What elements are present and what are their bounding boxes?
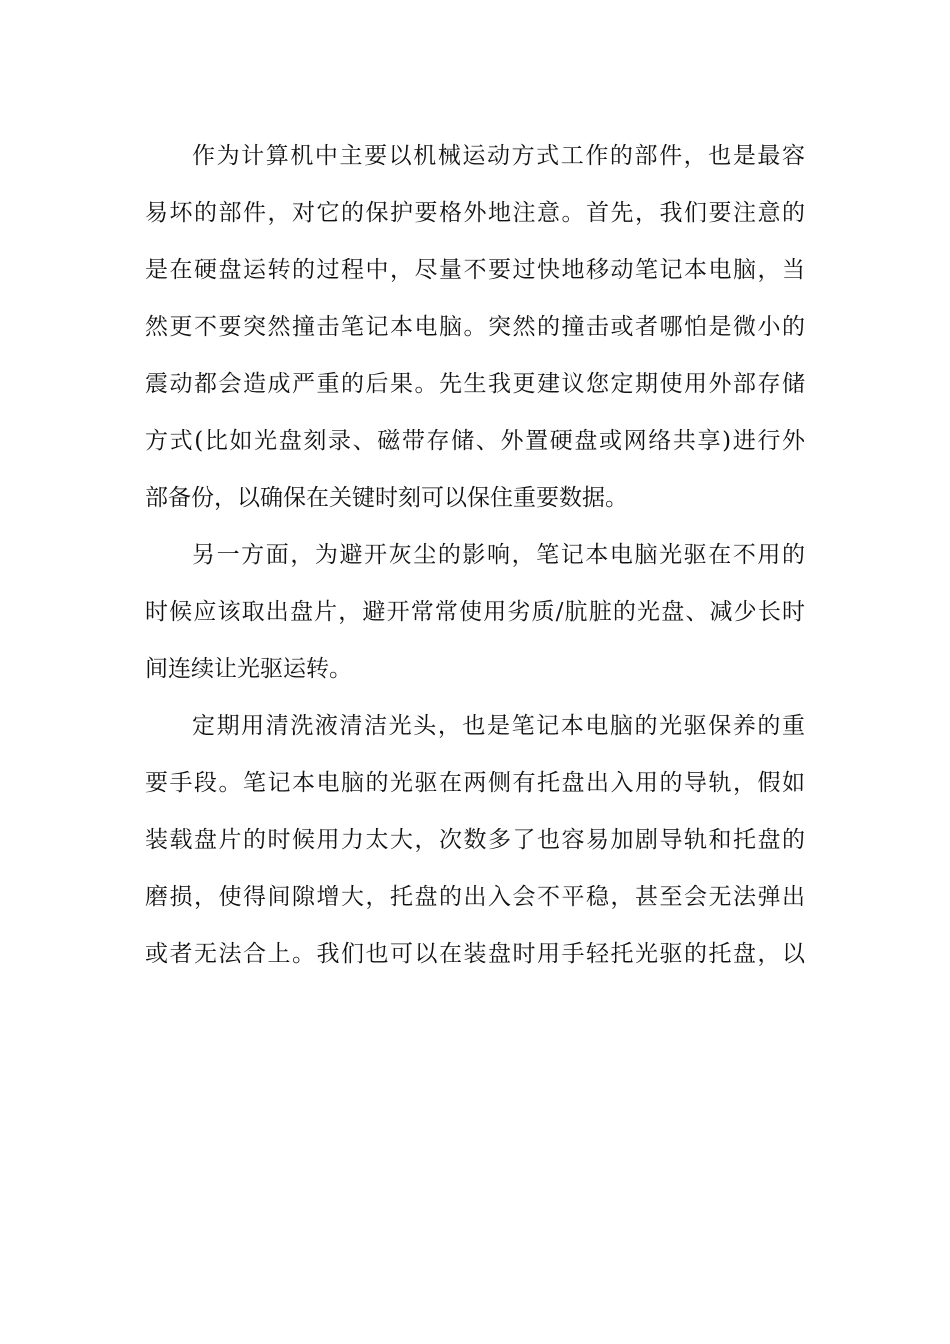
text-line: 时候应该取出盘片，避开常常使用劣质/肮脏的光盘、减少长时 bbox=[145, 599, 805, 625]
text-line: 要手段。笔记本电脑的光驱在两侧有托盘出入用的导轨，假如 bbox=[145, 770, 805, 796]
paragraph-hard-disk bbox=[145, 128, 805, 527]
text-line: 间连续让光驱运转。 bbox=[145, 656, 352, 682]
paragraph-optical-drive-dust bbox=[145, 527, 805, 698]
document-body bbox=[145, 128, 805, 983]
text-line: 易坏的部件，对它的保护要格外地注意。首先，我们要注意的 bbox=[145, 200, 805, 226]
text-line: 定期用清洗液清洁光头，也是笔记本电脑的光驱保养的重 bbox=[192, 713, 805, 739]
text-line: 是在硬盘运转的过程中，尽量不要过快地移动笔记本电脑，当 bbox=[145, 257, 805, 283]
text-line: 装载盘片的时候用力太大，次数多了也容易加剧导轨和托盘的 bbox=[145, 827, 805, 853]
text-line: 震动都会造成严重的后果。先生我更建议您定期使用外部存储 bbox=[145, 371, 805, 397]
text-line: 或者无法合上。我们也可以在装盘时用手轻托光驱的托盘，以 bbox=[145, 941, 805, 967]
text-line: 方式(比如光盘刻录、磁带存储、外置硬盘或网络共享)进行外 bbox=[145, 428, 805, 454]
text-line: 作为计算机中主要以机械运动方式工作的部件，也是最容 bbox=[192, 143, 805, 169]
text-line: 磨损，使得间隙增大，托盘的出入会不平稳，甚至会无法弹出 bbox=[145, 884, 805, 910]
text-line: 另一方面，为避开灰尘的影响，笔记本电脑光驱在不用的 bbox=[192, 542, 805, 568]
paragraph-optical-drive-cleaning bbox=[145, 698, 805, 983]
text-line: 然更不要突然撞击笔记本电脑。突然的撞击或者哪怕是微小的 bbox=[145, 314, 805, 340]
text-line: 部备份，以确保在关键时刻可以保住重要数据。 bbox=[145, 485, 628, 511]
